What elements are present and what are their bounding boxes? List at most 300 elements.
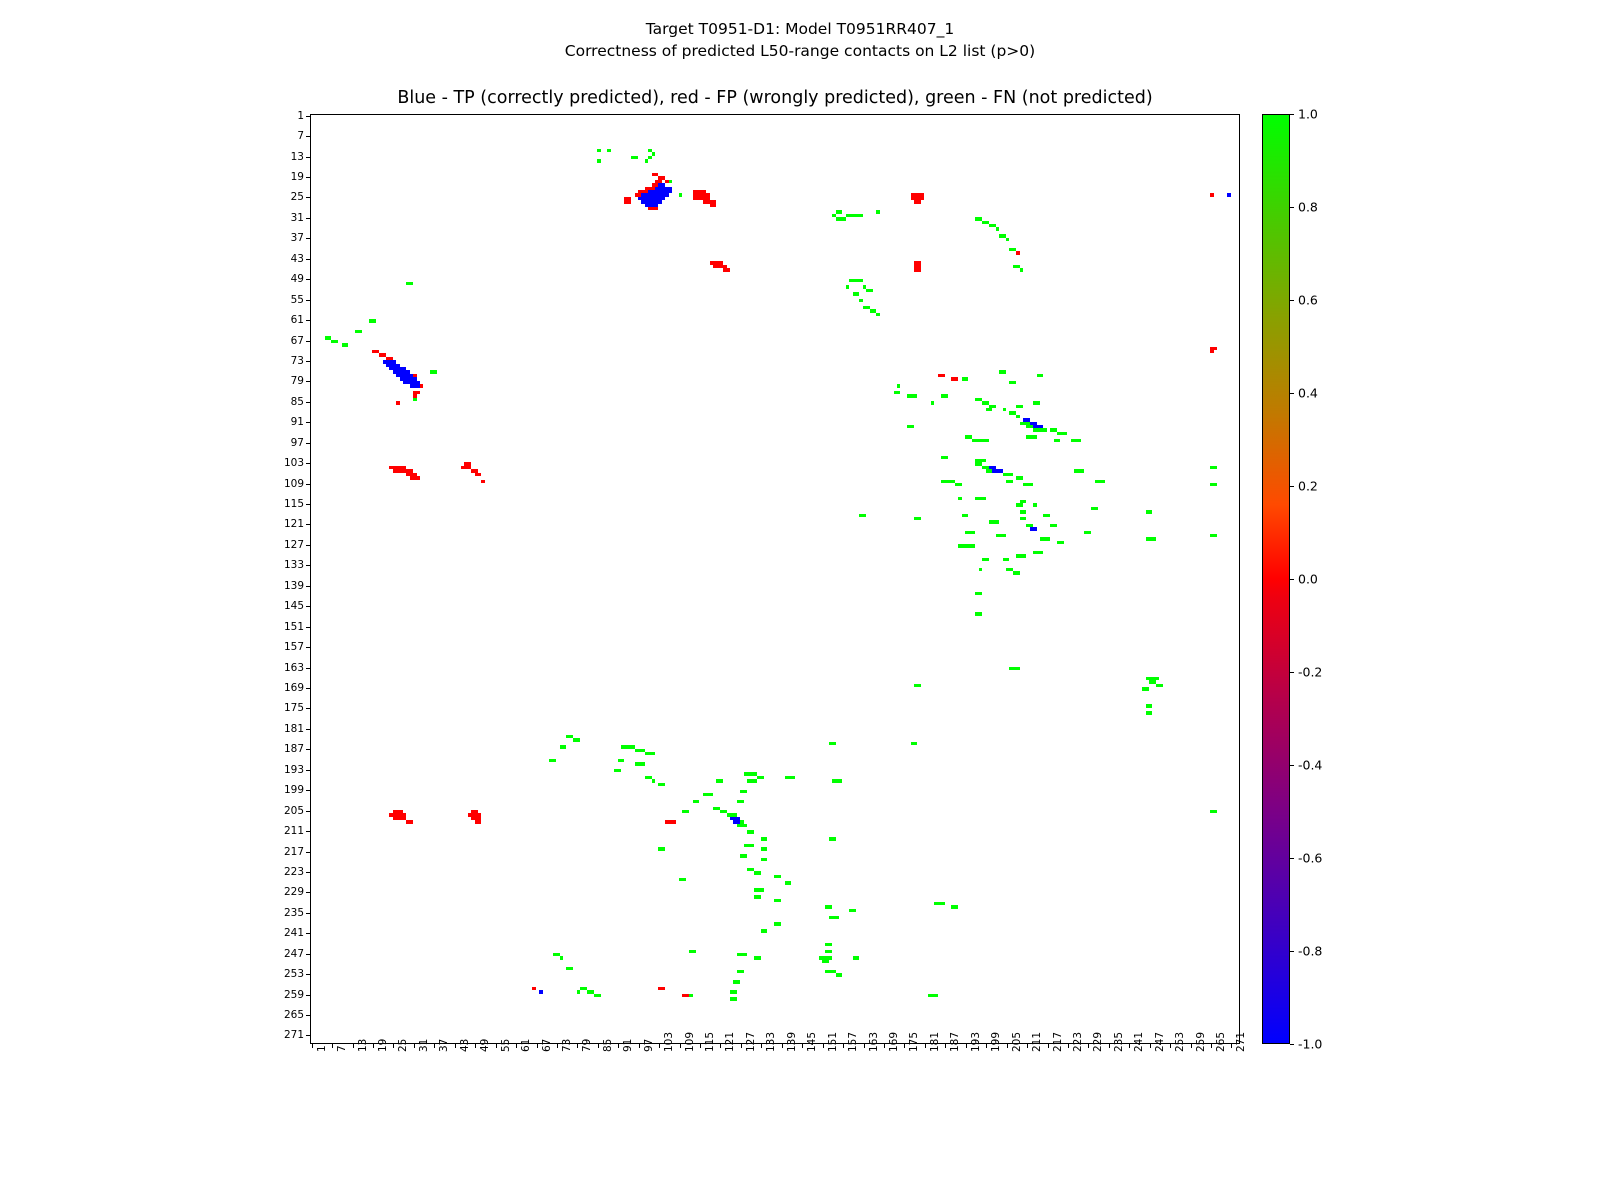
- x-tick-mark: [1129, 1044, 1130, 1048]
- x-tick-mark: [1007, 1044, 1008, 1048]
- contact-cell: [917, 684, 920, 687]
- y-tick-mark: [306, 708, 310, 709]
- x-tick-mark: [986, 1044, 987, 1048]
- contact-cell: [744, 790, 747, 793]
- x-tick-label: 25: [397, 1038, 410, 1052]
- x-tick-mark: [598, 1044, 599, 1048]
- contact-cell: [832, 837, 835, 840]
- y-tick-label: 271: [283, 1029, 304, 1042]
- y-tick-mark: [306, 995, 310, 996]
- contact-cell: [859, 214, 862, 217]
- contact-cell: [662, 783, 665, 786]
- contact-cell: [359, 330, 362, 333]
- colorbar-tick-label: -0.4: [1298, 757, 1323, 773]
- contact-cell: [679, 193, 682, 196]
- x-tick-label: 127: [744, 1031, 757, 1052]
- x-tick-label: 175: [908, 1031, 921, 1052]
- y-tick-label: 73: [290, 354, 304, 367]
- contact-cell: [693, 950, 696, 953]
- colorbar-tick-label: 0.4: [1298, 385, 1318, 401]
- contact-cell: [876, 210, 879, 213]
- y-tick-mark: [306, 136, 310, 137]
- colorbar-tick-mark: [1290, 300, 1294, 301]
- y-tick-label: 145: [283, 600, 304, 613]
- contact-cell: [1060, 541, 1063, 544]
- contact-cell: [958, 497, 961, 500]
- y-tick-label: 259: [283, 988, 304, 1001]
- contact-cell: [597, 159, 600, 162]
- contact-cell: [829, 956, 832, 959]
- contact-cell: [778, 875, 781, 878]
- contact-cell: [1003, 534, 1006, 537]
- contact-cell: [570, 967, 573, 970]
- contact-cell: [1016, 667, 1019, 670]
- x-tick-mark: [414, 1044, 415, 1048]
- y-tick-label: 1: [297, 109, 304, 122]
- colorbar-tick-label: 0.2: [1298, 478, 1318, 494]
- x-tick-label: 37: [438, 1038, 451, 1052]
- x-tick-label: 139: [785, 1031, 798, 1052]
- y-tick-label: 49: [290, 273, 304, 286]
- y-tick-label: 115: [283, 498, 304, 511]
- y-tick-label: 127: [283, 538, 304, 551]
- y-tick-mark: [306, 688, 310, 689]
- x-tick-mark: [1150, 1044, 1151, 1048]
- contact-cell: [955, 905, 958, 908]
- contact-cell: [478, 473, 481, 476]
- contact-cell: [607, 149, 610, 152]
- contact-cell: [621, 759, 624, 762]
- contact-cell: [1006, 558, 1009, 561]
- y-tick-label: 181: [283, 722, 304, 735]
- colorbar-tick-mark: [1290, 1044, 1294, 1045]
- y-tick-mark: [306, 197, 310, 198]
- x-tick-mark: [1231, 1044, 1232, 1048]
- contact-cell: [965, 377, 968, 380]
- colorbar-tick-mark: [1290, 114, 1294, 115]
- x-tick-label: 169: [888, 1031, 900, 1052]
- colorbar-tick-label: -0.2: [1298, 664, 1323, 680]
- contact-cell: [733, 990, 736, 993]
- contact-cell: [982, 459, 985, 462]
- y-tick-mark: [306, 524, 310, 525]
- colorbar-tick-mark: [1290, 858, 1294, 859]
- contact-cell: [1030, 524, 1033, 527]
- contact-cell: [710, 793, 713, 796]
- y-tick-mark: [306, 177, 310, 178]
- y-tick-mark: [306, 157, 310, 158]
- x-tick-label: 109: [683, 1031, 696, 1052]
- contact-cell: [1047, 537, 1050, 540]
- x-tick-label: 61: [520, 1038, 533, 1052]
- y-tick-mark: [306, 954, 310, 955]
- contact-cell: [1003, 408, 1006, 411]
- contact-cell: [931, 401, 934, 404]
- axes-title: Blue - TP (correctly predicted), red - FP (wrongly predicted), green - FN (not predicted): [397, 88, 1153, 108]
- x-tick-label: 265: [1215, 1031, 1228, 1052]
- y-tick-label: 253: [283, 968, 304, 981]
- x-tick-label: 79: [581, 1038, 594, 1052]
- x-tick-label: 91: [622, 1038, 635, 1052]
- y-tick-mark: [306, 443, 310, 444]
- y-tick-mark: [306, 279, 310, 280]
- x-tick-label: 43: [458, 1038, 471, 1052]
- x-tick-mark: [864, 1044, 865, 1048]
- contact-cell: [836, 916, 839, 919]
- contact-cell: [744, 854, 747, 857]
- y-tick-mark: [306, 872, 310, 873]
- y-tick-mark: [306, 647, 310, 648]
- y-tick-label: 85: [290, 395, 304, 408]
- y-tick-label: 157: [283, 641, 304, 654]
- y-tick-mark: [306, 974, 310, 975]
- x-tick-label: 49: [479, 1038, 492, 1052]
- x-tick-mark: [925, 1044, 926, 1048]
- y-tick-label: 241: [283, 927, 304, 940]
- contact-cell: [764, 929, 767, 932]
- x-tick-label: 115: [704, 1031, 717, 1052]
- x-tick-mark: [332, 1044, 333, 1048]
- contact-cell: [413, 398, 416, 401]
- contact-cell: [1009, 473, 1012, 476]
- x-tick-mark: [659, 1044, 660, 1048]
- contact-cell: [832, 742, 835, 745]
- y-tick-label: 199: [283, 784, 304, 797]
- contact-cell: [652, 779, 655, 782]
- contact-cell: [1088, 531, 1091, 534]
- x-tick-label: 217: [1051, 1031, 1064, 1052]
- contact-cell: [1101, 480, 1104, 483]
- contact-cell: [764, 847, 767, 850]
- contact-cell: [1033, 435, 1036, 438]
- x-tick-mark: [966, 1044, 967, 1048]
- y-tick-label: 25: [290, 191, 304, 204]
- contact-cell: [1006, 238, 1009, 241]
- x-tick-label: 187: [949, 1031, 962, 1052]
- contact-cell: [876, 313, 879, 316]
- contact-cell: [1009, 480, 1012, 483]
- contact-cell: [1023, 517, 1026, 520]
- x-tick-label: 157: [847, 1031, 860, 1052]
- x-tick-label: 133: [765, 1031, 778, 1052]
- colorbar-tick-mark: [1290, 486, 1294, 487]
- contact-cell: [750, 844, 753, 847]
- x-tick-label: 103: [663, 1031, 676, 1052]
- contact-cell: [853, 909, 856, 912]
- contact-cell: [941, 902, 944, 905]
- y-tick-mark: [306, 606, 310, 607]
- contact-cell: [744, 953, 747, 956]
- contact-cell: [992, 405, 995, 408]
- contact-cell: [1064, 432, 1067, 435]
- contact-cell: [757, 956, 760, 959]
- contact-cell: [737, 980, 740, 983]
- contact-cell: [764, 858, 767, 861]
- contact-cell: [1152, 537, 1155, 540]
- contact-cell: [856, 292, 859, 295]
- contact-cell: [481, 480, 484, 483]
- contact-cell: [563, 745, 566, 748]
- y-tick-mark: [306, 831, 310, 832]
- x-tick-mark: [496, 1044, 497, 1048]
- y-tick-label: 205: [283, 804, 304, 817]
- y-tick-label: 235: [283, 906, 304, 919]
- contact-cell: [1020, 268, 1023, 271]
- x-tick-mark: [434, 1044, 435, 1048]
- y-tick-label: 193: [283, 763, 304, 776]
- x-tick-mark: [1170, 1044, 1171, 1048]
- x-tick-mark: [475, 1044, 476, 1048]
- contact-cell: [934, 994, 937, 997]
- contact-cell: [1016, 251, 1019, 254]
- x-tick-label: 247: [1153, 1031, 1166, 1052]
- x-tick-mark: [353, 1044, 354, 1048]
- colorbar-tick-label: 0.0: [1298, 571, 1318, 587]
- contact-cell: [1020, 503, 1023, 506]
- x-tick-label: 55: [499, 1038, 512, 1052]
- x-tick-mark: [720, 1044, 721, 1048]
- contact-cell: [1214, 347, 1217, 350]
- contact-cell: [577, 738, 580, 741]
- y-tick-label: 19: [290, 171, 304, 184]
- y-tick-mark: [306, 852, 310, 853]
- contact-cell: [410, 282, 413, 285]
- contact-cell: [662, 197, 665, 200]
- contact-cell: [1013, 381, 1016, 384]
- y-tick-mark: [306, 381, 310, 382]
- contact-cell: [597, 994, 600, 997]
- contact-cell: [778, 899, 781, 902]
- colorbar: [1262, 114, 1290, 1044]
- x-tick-mark: [823, 1044, 824, 1048]
- contact-cell: [1016, 571, 1019, 574]
- contact-cell: [986, 439, 989, 442]
- y-tick-mark: [306, 463, 310, 464]
- x-tick-mark: [312, 1044, 313, 1048]
- contact-cell: [911, 425, 914, 428]
- x-tick-mark: [884, 1044, 885, 1048]
- contact-cell: [986, 558, 989, 561]
- contact-cell: [839, 973, 842, 976]
- contact-cell: [1003, 370, 1006, 373]
- contact-cell: [945, 456, 948, 459]
- colorbar-tick-mark: [1290, 765, 1294, 766]
- contact-cell: [982, 497, 985, 500]
- x-tick-label: 97: [642, 1038, 655, 1052]
- y-tick-label: 265: [283, 1009, 304, 1022]
- contact-cell: [996, 227, 999, 230]
- contact-cell: [1043, 428, 1046, 431]
- contact-cell: [1047, 514, 1050, 517]
- x-tick-label: 235: [1112, 1031, 1125, 1052]
- y-tick-mark: [306, 790, 310, 791]
- x-tick-mark: [373, 1044, 374, 1048]
- x-tick-label: 7: [336, 1045, 349, 1052]
- contact-cell: [696, 800, 699, 803]
- y-tick-mark: [306, 545, 310, 546]
- colorbar-tick-mark: [1290, 672, 1294, 673]
- x-tick-label: 163: [867, 1031, 880, 1052]
- contact-cell: [652, 152, 655, 155]
- contact-cell: [417, 391, 420, 394]
- contact-cell: [989, 408, 992, 411]
- contact-cell: [859, 279, 862, 282]
- contact-cell: [1054, 524, 1057, 527]
- contact-cell: [689, 994, 692, 997]
- y-tick-label: 121: [283, 518, 304, 531]
- x-tick-mark: [1068, 1044, 1069, 1048]
- contact-cell: [1210, 350, 1213, 353]
- x-tick-mark: [1109, 1044, 1110, 1048]
- y-tick-label: 37: [290, 232, 304, 245]
- contact-cell: [778, 922, 781, 925]
- contact-cell: [1214, 810, 1217, 813]
- contact-map-cells: [311, 115, 1239, 1043]
- contact-cell: [1016, 415, 1019, 418]
- contact-cell: [750, 830, 753, 833]
- colorbar-tick-label: 0.8: [1298, 199, 1318, 215]
- x-tick-mark: [1088, 1044, 1089, 1048]
- contact-cell: [859, 299, 862, 302]
- colorbar-tick-label: 0.6: [1298, 292, 1318, 308]
- contact-cell: [761, 776, 764, 779]
- x-tick-label: 67: [540, 1038, 553, 1052]
- contact-cell: [658, 200, 661, 203]
- contact-cell: [396, 401, 399, 404]
- contact-cell: [1023, 510, 1026, 513]
- contact-cell: [662, 987, 665, 990]
- x-tick-mark: [537, 1044, 538, 1048]
- y-tick-label: 97: [290, 436, 304, 449]
- y-tick-mark: [306, 913, 310, 914]
- contact-cell: [757, 871, 760, 874]
- y-tick-label: 109: [283, 477, 304, 490]
- x-tick-mark: [761, 1044, 762, 1048]
- contact-cell: [1214, 483, 1217, 486]
- contact-cell: [553, 759, 556, 762]
- x-tick-label: 199: [990, 1031, 1003, 1052]
- contact-cell: [672, 820, 675, 823]
- y-tick-mark: [306, 116, 310, 117]
- y-tick-label: 43: [290, 252, 304, 265]
- colorbar-tick-label: -0.8: [1298, 943, 1323, 959]
- contact-cell: [1037, 401, 1040, 404]
- contact-cell: [1159, 684, 1162, 687]
- contact-cell: [914, 742, 917, 745]
- x-tick-mark: [700, 1044, 701, 1048]
- contact-cell: [979, 612, 982, 615]
- y-tick-mark: [306, 402, 310, 403]
- y-tick-mark: [306, 1015, 310, 1016]
- x-tick-mark: [1027, 1044, 1028, 1048]
- y-tick-label: 139: [283, 579, 304, 592]
- contact-cell: [1227, 193, 1230, 196]
- x-tick-mark: [1048, 1044, 1049, 1048]
- x-tick-mark: [557, 1044, 558, 1048]
- contact-cell: [345, 343, 348, 346]
- contact-cell: [713, 204, 716, 207]
- y-tick-mark: [306, 811, 310, 812]
- y-tick-mark: [306, 341, 310, 342]
- contact-cell: [996, 520, 999, 523]
- suptitle-line-1: Target T0951-D1: Model T0951RR407_1: [645, 20, 955, 38]
- contact-cell: [1095, 507, 1098, 510]
- x-tick-label: 31: [417, 1038, 430, 1052]
- contact-cell: [740, 970, 743, 973]
- y-tick-mark: [306, 627, 310, 628]
- contact-cell: [972, 531, 975, 534]
- contact-cell: [740, 800, 743, 803]
- y-tick-label: 133: [283, 559, 304, 572]
- contact-cell: [662, 847, 665, 850]
- colorbar-tick-label: 1.0: [1298, 106, 1318, 122]
- contact-cell: [434, 370, 437, 373]
- contact-cell: [1033, 527, 1036, 530]
- contact-cell: [410, 820, 413, 823]
- x-tick-label: 223: [1071, 1031, 1084, 1052]
- contact-cell: [979, 592, 982, 595]
- y-tick-mark: [306, 892, 310, 893]
- contact-cell: [856, 956, 859, 959]
- x-tick-mark: [904, 1044, 905, 1048]
- contact-cell: [665, 193, 668, 196]
- y-tick-label: 31: [290, 211, 304, 224]
- contact-cell: [686, 810, 689, 813]
- contact-cell: [788, 881, 791, 884]
- contact-cell: [417, 476, 420, 479]
- y-tick-label: 187: [283, 743, 304, 756]
- y-tick-label: 169: [283, 682, 304, 694]
- contact-cell: [682, 878, 685, 881]
- contact-cell: [979, 568, 982, 571]
- y-tick-mark: [306, 770, 310, 771]
- x-tick-label: 181: [928, 1031, 941, 1052]
- y-tick-mark: [306, 668, 310, 669]
- x-tick-label: 121: [724, 1031, 737, 1052]
- y-tick-label: 229: [283, 886, 304, 899]
- x-tick-label: 193: [969, 1031, 982, 1052]
- colorbar-tick-mark: [1290, 579, 1294, 580]
- y-tick-mark: [306, 259, 310, 260]
- y-tick-label: 223: [283, 865, 304, 878]
- y-tick-label: 91: [290, 416, 304, 429]
- contact-cell: [825, 960, 828, 963]
- y-tick-label: 13: [290, 150, 304, 163]
- contact-cell: [628, 200, 631, 203]
- contact-cell: [618, 769, 621, 772]
- y-tick-label: 103: [283, 457, 304, 470]
- contact-cell: [791, 776, 794, 779]
- y-tick-mark: [306, 300, 310, 301]
- contact-cell: [669, 190, 672, 193]
- x-tick-mark: [1191, 1044, 1192, 1048]
- x-tick-mark: [802, 1044, 803, 1048]
- contact-cell: [863, 514, 866, 517]
- contact-cell: [645, 159, 648, 162]
- y-tick-mark: [306, 218, 310, 219]
- x-tick-mark: [741, 1044, 742, 1048]
- contact-cell: [1057, 439, 1060, 442]
- x-tick-label: 13: [356, 1038, 369, 1052]
- contact-cell: [655, 207, 658, 210]
- contact-cell: [1033, 503, 1036, 506]
- contact-cell: [335, 340, 338, 343]
- x-tick-mark: [843, 1044, 844, 1048]
- y-tick-mark: [306, 504, 310, 505]
- contact-cell: [897, 391, 900, 394]
- contact-cell: [945, 394, 948, 397]
- contact-cell: [744, 824, 747, 827]
